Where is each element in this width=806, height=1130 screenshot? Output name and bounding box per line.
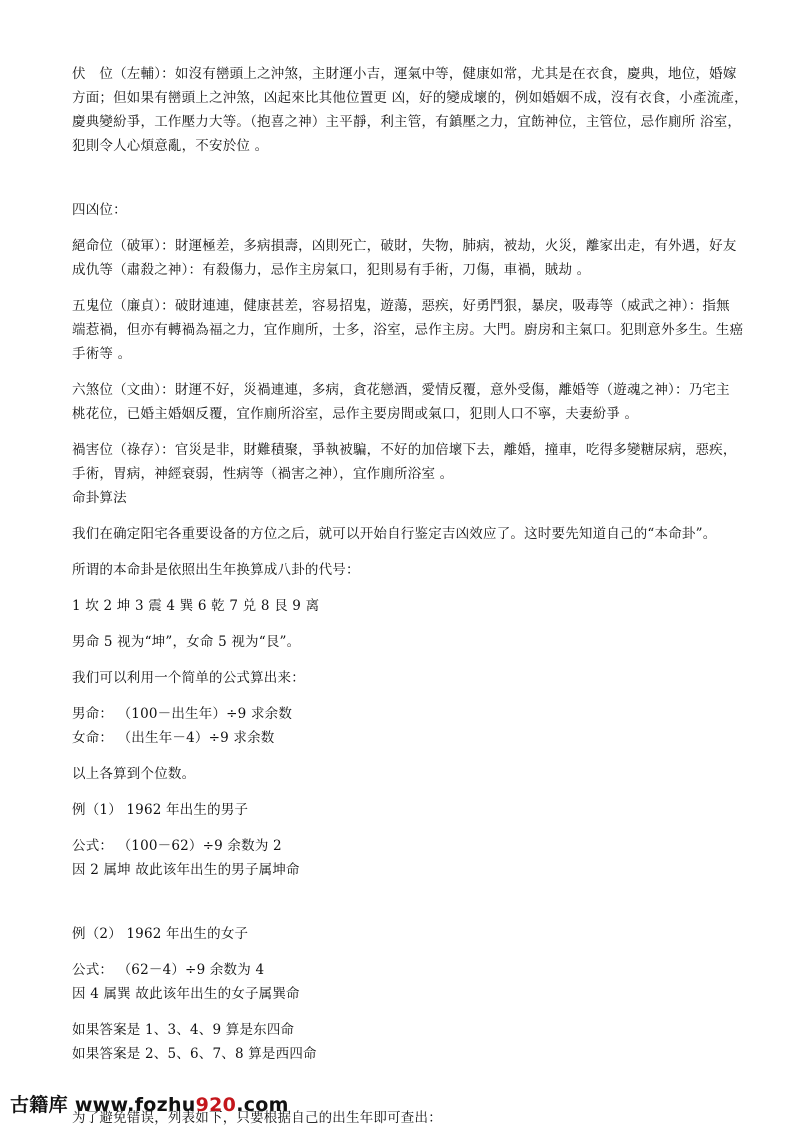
site-name: 古籍库 (10, 1094, 68, 1116)
spacer (72, 654, 744, 666)
spacer (72, 618, 744, 630)
text-line: 手術，胃病，神經衰弱，性病等（禍害之神），宜作廁所浴室 。 (72, 466, 454, 482)
table-intro: 为了避免错误，列表如下，只要根据自己的出生年即可查出： (72, 1110, 442, 1126)
text-line: 方面；但如果有巒頭上之沖煞，凶起來比其他位置更 凶，好的變成壞的，例如婚姻不成，沒有衣食，小產流產， (72, 90, 748, 106)
rules-block (72, 1018, 744, 1066)
heading-method: 命卦算法 (72, 490, 127, 506)
url-number: 920 (195, 1094, 237, 1116)
example-2-formula: 公式： （62－4）÷9 余数为 4 (72, 962, 265, 978)
paragraph-jueming (72, 234, 744, 282)
text-line: 桃花位，已婚主婚姻反覆，宜作廁所浴室，忌作主要房間或氣口，犯則人口不寧，夫妻紛爭 。 (72, 406, 639, 422)
example-1-result: 因 2 属坤 故此该年出生的男子属坤命 (72, 862, 300, 878)
text-line: 慶典變紛爭，工作壓力大等。（抱喜之神）主平靜，利主管，有鎮壓之力，宜飭神位，主管位，忌作廁所 浴室， (72, 114, 742, 130)
document-body (72, 62, 748, 1130)
url-prefix: www.fozhu (74, 1094, 196, 1116)
east-four-rule: 如果答案是 1、3、4、9 算是东四命 (72, 1022, 295, 1038)
spacer (72, 822, 744, 834)
heading-four-bad-positions: 四凶位： (72, 202, 127, 218)
spacer (72, 946, 744, 958)
example-2-block (72, 958, 744, 1006)
spacer (72, 582, 744, 594)
text-line: 絕命位（破軍）：財運極差，多病損壽，凶則死亡，破財，失物，肺病，被劫，火災，離家出走，有外遇，好友 (72, 238, 737, 254)
example-1-title: 例（1） 1962 年出生的男子 (72, 802, 249, 818)
text-line: 五鬼位（廉貞）：破財連連，健康甚差，容易招鬼，遊蕩，惡疾，好勇鬥狠，暴戾，吸毒等（威武之神）：指無 (72, 298, 730, 314)
formula-female: 女命： （出生年－4）÷9 求余数 (72, 730, 275, 746)
paragraph-definition: 所谓的本命卦是依照出生年换算成八卦的代号： (72, 562, 360, 578)
formula-male: 男命： （100－出生年）÷9 求余数 (72, 706, 293, 722)
text-line: 犯則令人心煩意亂，不安於位 。 (72, 138, 269, 154)
spacer (72, 222, 744, 234)
spacer (72, 882, 744, 922)
footer-watermark (10, 1090, 289, 1117)
paragraph-huohai (72, 438, 744, 486)
digits-note: 以上各算到个位数。 (72, 766, 196, 782)
text-line: 端惹禍，但亦有轉禍為福之力，宜作廁所，士多，浴室，忌作主房。大門。廚房和主氣口。犯則意外多生。生癌 (72, 322, 744, 338)
trigram-list: 1 坎 2 坤 3 震 4 巽 6 乾 7 兑 8 艮 9 离 (72, 598, 320, 614)
paragraph-wugui (72, 294, 744, 366)
example-1-block (72, 834, 744, 882)
spacer (72, 786, 744, 798)
spacer (72, 546, 744, 558)
paragraph-liusha (72, 378, 744, 426)
text-line: 伏 位（左輔）：如沒有巒頭上之沖煞，主財運小吉，運氣中等，健康如常，尤其是在衣食，慶典，地位，婚嫁 (72, 66, 737, 82)
formula-block (72, 702, 744, 750)
west-four-rule: 如果答案是 2、5、6、7、8 算是西四命 (72, 1046, 317, 1062)
spacer (72, 510, 744, 522)
paragraph-intro: 我们在确定阳宅各重要设备的方位之后，就可以开始自行鉴定吉凶效应了。这时要先知道自己的“本命卦”。 (72, 526, 717, 542)
spacer (72, 426, 744, 438)
spacer (72, 366, 744, 378)
spacer (72, 282, 744, 294)
text-line: 六煞位（文曲）：財運不好，災禍連連，多病，貪花戀酒，愛情反覆，意外受傷，離婚等（遊魂之神）：乃宅主 (72, 382, 730, 398)
paragraph-fuwei (72, 62, 748, 158)
site-url (75, 1094, 289, 1116)
spacer (72, 750, 744, 762)
url-suffix: .com (236, 1094, 289, 1116)
rule-five: 男命 5 视为“坤”，女命 5 视为“艮”。 (72, 634, 301, 650)
spacer (72, 690, 744, 702)
example-1-formula: 公式： （100－62）÷9 余数为 2 (72, 838, 282, 854)
formula-intro: 我们可以利用一个简单的公式算出来： (72, 670, 305, 686)
spacer (72, 158, 744, 198)
example-2-result: 因 4 属巽 故此该年出生的女子属巽命 (72, 986, 300, 1002)
text-line: 禍害位（祿存）：官災是非，財難積聚，爭執被騙，不好的加倍壞下去，離婚，撞車，吃得多變糖尿病，惡疾， (72, 442, 737, 458)
spacer (72, 1006, 744, 1018)
text-line: 成仇等（肅殺之神）：有殺傷力，忌作主房氣口，犯則易有手術，刀傷，車禍，賊劫 。 (72, 262, 591, 278)
text-line: 手術等 。 (72, 346, 132, 362)
example-2-title: 例（2） 1962 年出生的女子 (72, 926, 249, 942)
